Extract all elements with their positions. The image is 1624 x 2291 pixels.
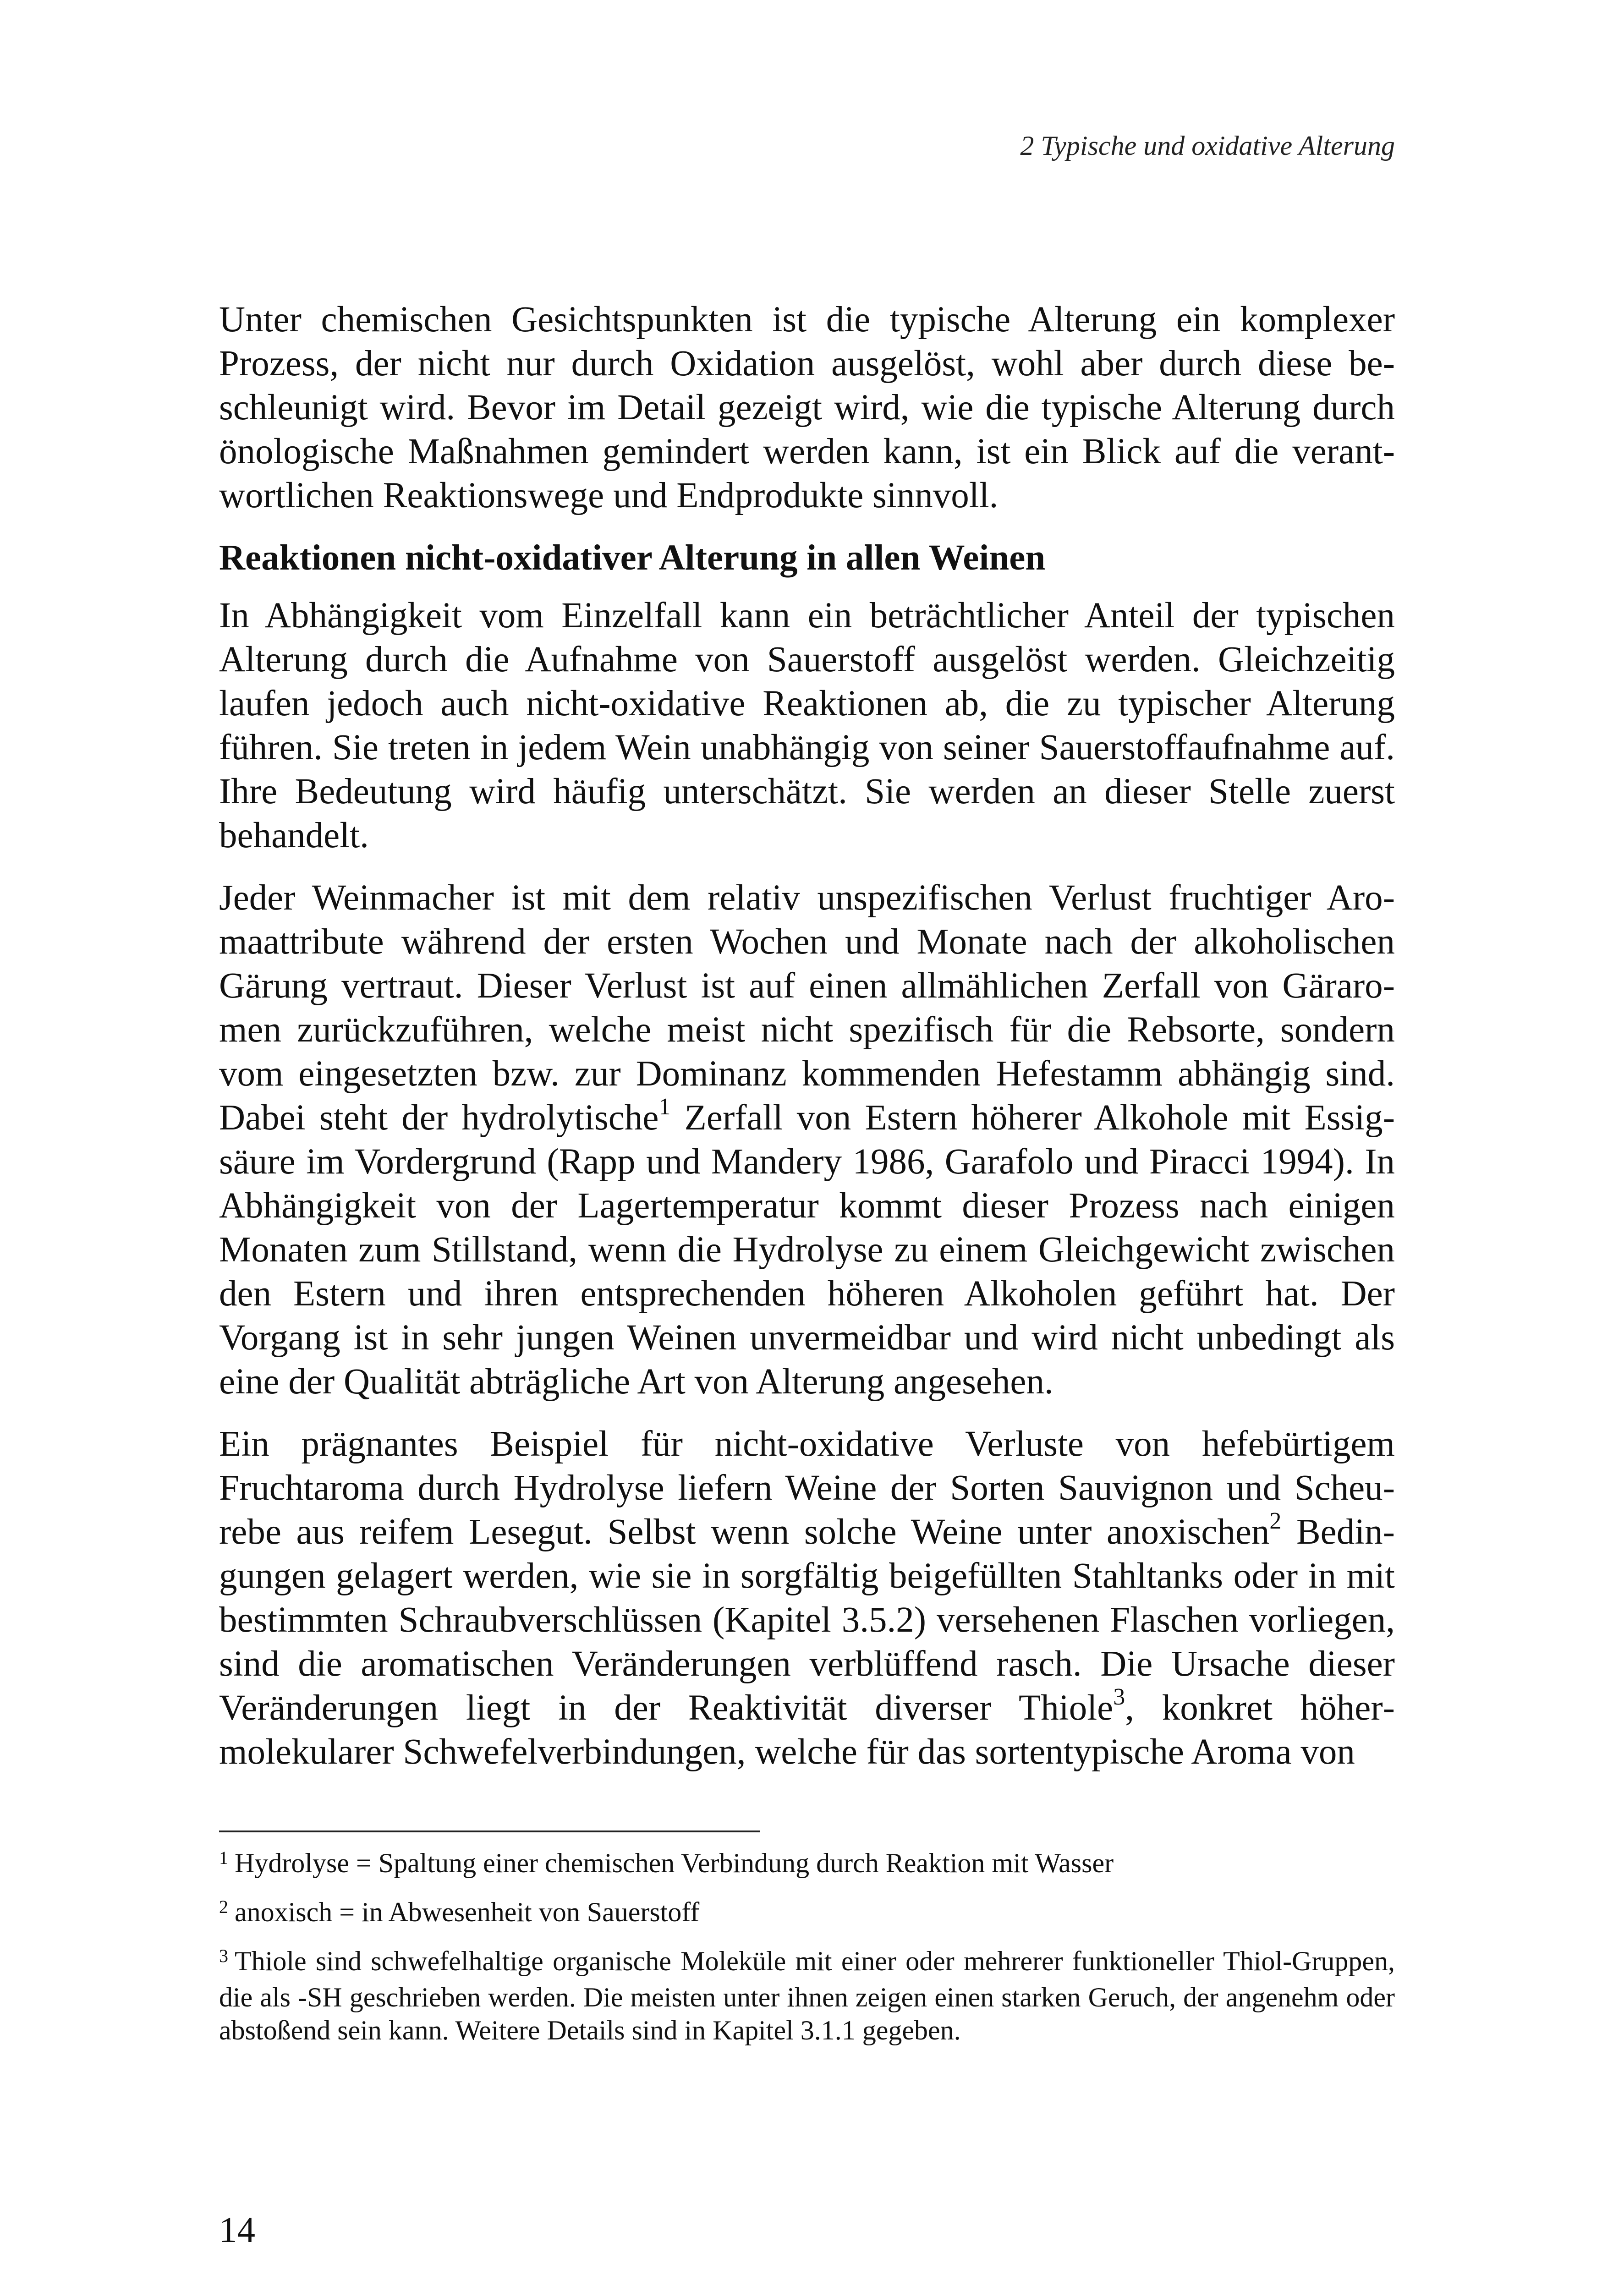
text-span: Jeder Weinmacher ist mit dem relativ unspezifischen Verlust fruchtiger Aromaattribute während der ersten Wochen und Monate nach der alkoholischen Gärung vertraut. Dieser Verlust ist auf einen allmählichen Zerfall von Gärarоmen zurückzuführen, welche meist nicht spezifisch für die Rebsorte, sondern vom eingesetzten bzw. zur Dominanz kommenden Hefestamm abhängig sind. Dabei steht der hydrolytische <box>219 878 1395 1138</box>
footnote-2 <box>219 1896 1395 1932</box>
paragraph-example <box>219 1422 1395 1774</box>
paragraph-nonoxidative: In Abhängigkeit vom Einzelfall kann ein beträchtlicher Anteil der typischen Alterung durch die Aufnahme von Sauerstoff ausgelöst werden. Gleichzeitig laufen jedoch auch nicht-oxidative Reaktionen ab, die zu typischer Alterung führen. Sie treten in jedem Wein unabhängig von seiner Sauerstoffaufnahme auf. Ihre Bedeutung wird häufig unterschätzt. Sie werden an dieser Stelle zuerst behandelt. <box>219 596 1395 855</box>
footnote-mark: 1 <box>219 1847 228 1868</box>
body-text <box>219 298 1395 1792</box>
footnote-text: Thiole sind schwefelhaltige organische Moleküle mit einer oder mehrerer funktioneller Thiol-Gruppen, die als -SH geschrieben werden. Die meisten unter ihnen zeigen einen starken Geruch, der angenehm oder abstoßend sein kann. Weitere Details sind in Kapitel 3.1.1 gegeben. <box>219 1946 1395 2045</box>
footnote-1 <box>219 1847 1395 1883</box>
footnote-ref-1[interactable]: 1 <box>658 1093 671 1120</box>
footnote-ref-3[interactable]: 3 <box>1113 1683 1125 1710</box>
paragraph-intro: Unter chemischen Gesichtspunkten ist die typische Alterung ein komplexer Prozess, der nicht nur durch Oxidation ausgelöst, wohl aber durch diese beschleunigt wird. Bevor im Detail gezeigt wird, wie die typische Alterung durch önologische Maßnahmen gemindert werden kann, ist ein Blick auf die verantwortlichen Reaktionswege und Endprodukte sinnvoll. <box>219 300 1395 515</box>
text-span: Zerfall von Estern höherer Alkohole mit Essigsäure im Vordergrund (Rapp und Mandery 1986, Garafolo und Piracci 1994). In Abhängigkeit von der Lagertemperatur kommt dieser Prozess nach einigen Monaten zum Stillstand, wenn die Hydrolyse zu einem Gleichgewicht zwischen den Estern und ihren entsprechenden höheren Alkoholen geführt hat. Der Vorgang ist in sehr jungen Weinen unvermeidbar und wird nicht unbedingt als eine der Qualität abträgliche Art von Alterung angesehen. <box>219 1098 1395 1402</box>
footnote-divider <box>219 1831 760 1832</box>
running-head: 2 Typische und oxidative Alterung <box>1020 131 1395 161</box>
footnote-ref-2[interactable]: 2 <box>1269 1507 1282 1534</box>
text-span: Bedingungen gelagert werden, wie sie in sorgfältig beigefüllten Stahltanks oder in mit bestimmten Schraubverschlüssen (Kapitel 3.5.2) versehenen Flaschen vorliegen, sind die aromatischen Veränderungen verblüffend rasch. Die Ursache dieser Veränderungen liegt in der Reaktivität diverser Thiole <box>219 1512 1395 1728</box>
text-span: , konkret höhermolekularer Schwefelverbindungen, welche für das sortentypische Aroma von <box>219 1688 1395 1772</box>
footnote-mark: 3 <box>219 1946 228 1966</box>
footnote-mark: 2 <box>219 1896 228 1917</box>
footnotes <box>219 1847 1395 2060</box>
footnote-text: anoxisch = in Abwesenheit von Sauerstoff <box>235 1897 700 1927</box>
text-span: Ein prägnantes Beispiel für nicht-oxidative Verluste von hefebürtigem Fruchtaroma durch Hydrolyse liefern Weine der Sorten Sauvignon und Scheurebe aus reifem Lesegut. Selbst wenn solche Weine unter anoxischen <box>219 1424 1395 1552</box>
footnote-3 <box>219 1945 1395 2047</box>
footnote-text: Hydrolyse = Spaltung einer chemischen Verbindung durch Reaktion mit Wasser <box>235 1848 1114 1878</box>
paragraph-winemaker <box>219 876 1395 1404</box>
section-heading: Reaktionen nicht-oxidativer Alterung in allen Weinen <box>219 538 1046 578</box>
page-number: 14 <box>219 2210 255 2250</box>
